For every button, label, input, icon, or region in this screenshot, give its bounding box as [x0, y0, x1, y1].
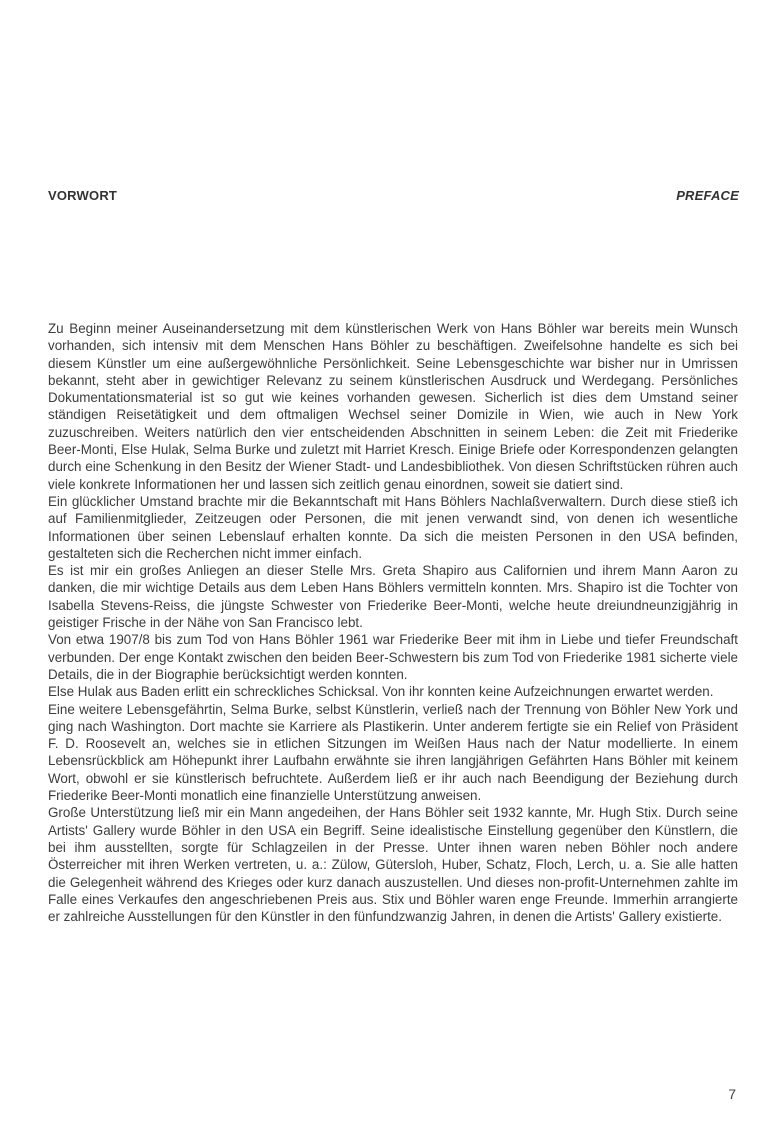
paragraph: Zu Beginn meiner Auseinandersetzung mit dem künstlerischen Werk von Hans Böhler war bereits mein Wunsch vorhanden, sich intensiv mit dem Menschen Hans Böhler zu beschäftigen. Zweifelsohne handelte es sich bei diesem Künstler um eine außergewöhnliche Persönlichkeit. Seine Lebensgeschichte war bisher nur in Umrissen bekannt, steht aber in gewichtiger Relevanz zu seinem künstlerischen Ausdruck und Werdegang. Persönliches Dokumentationsmaterial ist so gut wie keines vorhanden gewesen. Sicherlich ist dies dem Umstand seiner ständigen Reisetätigkeit und dem oftmaligen Wechsel seiner Domizile in Wien, wie auch in New York zuzuschreiben. Weiters natürlich den vier entscheidenden Abschnitten in seinem Leben: die Zeit mit Friederike Beer-Monti, Else Hulak, Selma Burke und zuletzt mit Harriet Kresch. Einige Briefe oder Korrespondenzen gelangten durch eine Schenkung in den Besitz der Wiener Stadt- und Landesbibliothek. Von diesen Schriftstücken rühren auch viele konkrete Informationen her und lassen sich zeitlich genau einordnen, soweit sie datiert sind. [48, 321, 738, 492]
paragraph: Große Unterstützung ließ mir ein Mann angedeihen, der Hans Böhler seit 1932 kannte, Mr. Hugh Stix. Durch seine Artists' Gallery wurde Böhler in den USA ein Begriff. Seine idealistische Einstellung gegenüber den Künstlern, die bei ihm ausstellten, sorgte für Schlagzeilen in der Presse. Unter ihnen waren neben Böhler noch andere Österreicher mit ihren Werken vertreten, u. a.: Zülow, Gütersloh, Huber, Schatz, Floch, Lerch, u. a. Sie alle hatten die Gelegenheit während des Krieges oder kurz danach auszustellen. Und dieses non-profit-Unternehmen zahlte im Falle eines Verkaufes den angeschriebenen Preis aus. Stix und Böhler waren enge Freunde. Immerhin arrangierte er zahlreiche Ausstellungen für den Künstler in den fünfundzwanzig Jahren, in denen die Artists' Gallery existierte. [48, 805, 738, 925]
paragraph: Ein glücklicher Umstand brachte mir die Bekanntschaft mit Hans Böhlers Nachlaßverwaltern. Durch diese stieß ich auf Familienmitglieder, Zeitzeugen oder Personen, die mit jenen verwandt sind, von denen ich wesentliche Informationen über seinen Lebenslauf erhalten konnte. Da sich die meisten Personen in den USA befinden, gestalteten sich die Recherchen nicht immer einfach. [48, 493, 738, 561]
paragraph: Es ist mir ein großes Anliegen an dieser Stelle Mrs. Greta Shapiro aus Californien und ihrem Mann Aaron zu danken, die mir wichtige Details aus dem Leben Hans Böhlers vermitteln konnten. Mrs. Shapiro ist die Tochter von Isabella Stevens-Reiss, die jüngste Schwester von Friederike Beer-Monti, welche heute dreiundneunzigjährig in geistiger Frische in der Nähe von San Francisco lebt. [48, 563, 738, 631]
body-text [48, 320, 738, 925]
section-heading-german: VORWORT [48, 188, 118, 203]
paragraph: Eine weitere Lebensgefährtin, Selma Burke, selbst Künstlerin, verließ nach der Trennung von Böhler New York und ging nach Washington. Dort machte sie Karriere als Plastikerin. Unter anderem fertigte sie ein Relief von Präsident F. D. Roosevelt an, welches sie in etlichen Sitzungen im Weißen Haus nach der Natur modellierte. In einem Lebensrückblick am Höhepunkt ihrer Laufbahn erwähnte sie ihren langjährigen Gefährten Hans Böhler mit keinem Wort, obwohl er sie künstlerisch befruchtete. Außerdem ließ er ihr auch nach Beendigung der Beziehung durch Friederike Beer-Monti monatlich eine finanzielle Unterstützung anweisen. [48, 701, 738, 804]
page-number: 7 [728, 1086, 736, 1102]
paragraph: Else Hulak aus Baden erlitt ein schreckliches Schicksal. Von ihr konnten keine Aufzeichnungen erwartet werden. [48, 684, 714, 700]
section-heading-english: PREFACE [676, 188, 739, 203]
paragraph: Von etwa 1907/8 bis zum Tod von Hans Böhler 1961 war Friederike Beer mit ihm in Liebe und tiefer Freundschaft verbunden. Der enge Kontakt zwischen den beiden Beer-Schwestern bis zum Tod von Friederike 1981 sicherte viele Details, die in der Biographie berücksichtigt werden konnten. [48, 632, 738, 682]
